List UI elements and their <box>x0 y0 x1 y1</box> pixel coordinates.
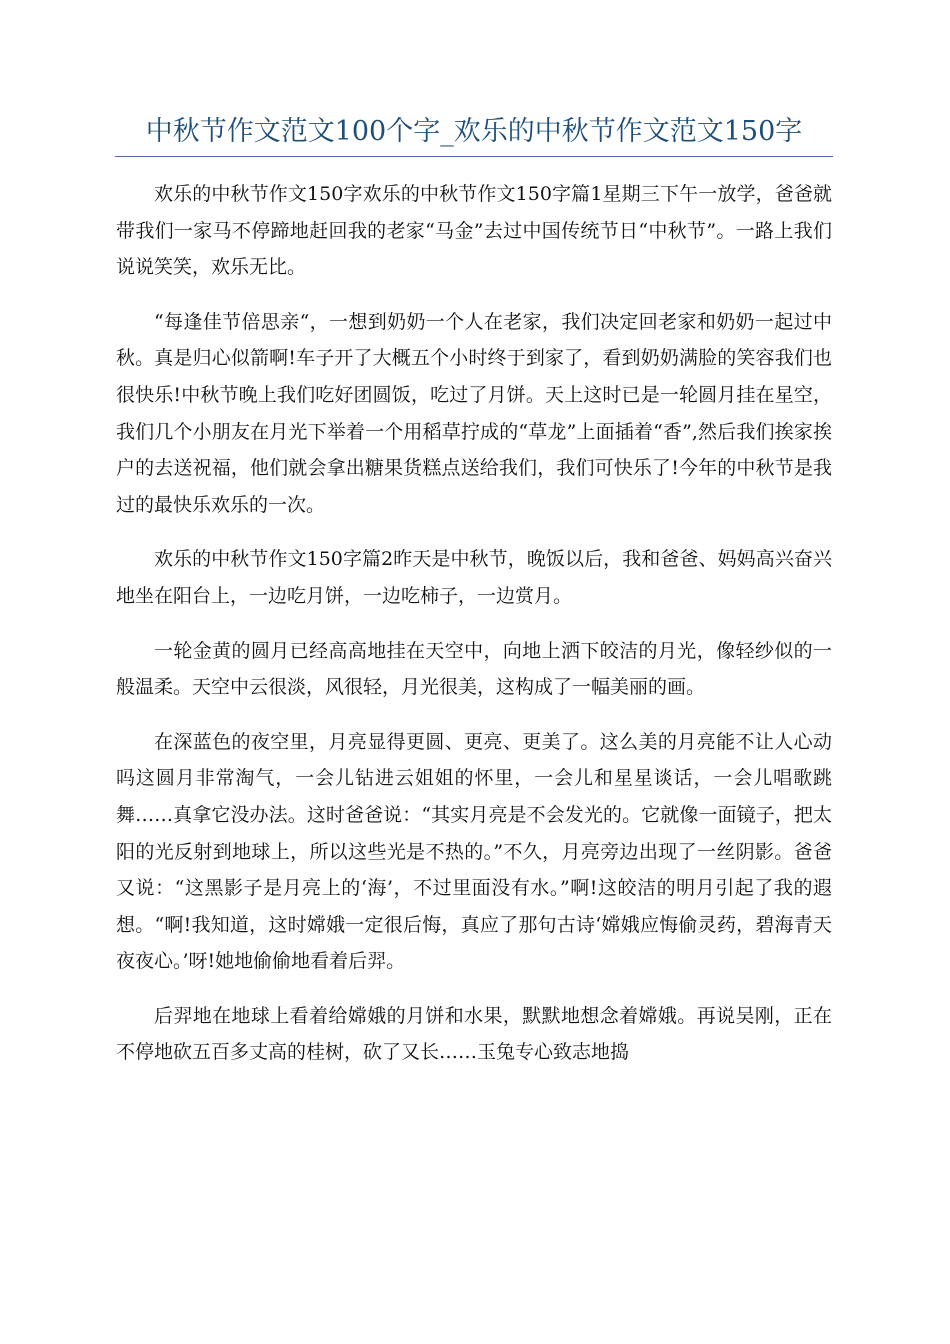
document-title: 中秋节作文范文100个字_欢乐的中秋节作文范文150字 <box>145 116 803 147</box>
paragraph-6: 后羿地在地球上看着给嫦娥的月饼和水果，默默地想念着嫦娥。再说吴刚，正在不停地砍五百多丈高的桂树，砍了又长……玉兔专心致志地捣 <box>116 1004 832 1064</box>
paragraph-4: 一轮金黄的圆月已经高高地挂在天空中，向地上洒下皎洁的月光，像轻纱似的一般温柔。天空中云很淡，风很轻，月光很美，这构成了一幅美丽的画。 <box>116 639 832 699</box>
paragraph-3: 欢乐的中秋节作文150字篇2昨天是中秋节，晚饭以后，我和爸爸、妈妈高兴奋兴地坐在阳台上，一边吃月饼，一边吃柿子，一边赏月。 <box>116 548 832 607</box>
paragraph-1: 欢乐的中秋节作文150字欢乐的中秋节作文150字篇1星期三下午一放学，爸爸就带我们一家马不停蹄地赶回我的老家“马金”去过中国传统节日“中秋节”。一路上我们说说笑笑，欢乐无比。 <box>116 183 832 279</box>
title-underline <box>115 156 833 157</box>
paragraph-5: 在深蓝色的夜空里，月亮显得更圆、更亮、更美了。这么美的月亮能不让人心动吗这圆月非常淘气，一会儿钻进云姐姐的怀里，一会儿和星星谈话，一会儿唱歌跳舞……真拿它没办法。这时爸爸说：“其实月亮是不会发光的。它就像一面镜子，把太阳的光反射到地球上，所以这些光是不热的。”不久，月亮旁边出现了一丝阴影。爸爸又说：“这黑影子是月亮上的‘海’，不过里面没有水。”啊!这皎洁的明月引起了我的遐想。“啊!我知道，这时嫦娥一定很后悔，真应了那句古诗‘嫦娥应悔偷灵药，碧海青天夜夜心。’呀!她地偷偷地看着后羿。 <box>116 730 832 973</box>
document-body <box>116 176 832 1089</box>
paragraph-2: “每逢佳节倍思亲“，一想到奶奶一个人在老家，我们决定回老家和奶奶一起过中秋。真是归心似箭啊!车子开了大概五个小时终于到家了，看到奶奶满脸的笑容我们也很快乐!中秋节晚上我们吃好团圆饭，吃过了月饼。天上这时已是一轮圆月挂在星空，我们几个小朋友在月光下举着一个用稻草拧成的“草龙”上面插着“香”,然后我们挨家挨户的去送祝福，他们就会拿出糖果货糕点送给我们，我们可快乐了!今年的中秋节是我过的最快乐欢乐的一次。 <box>116 310 832 516</box>
